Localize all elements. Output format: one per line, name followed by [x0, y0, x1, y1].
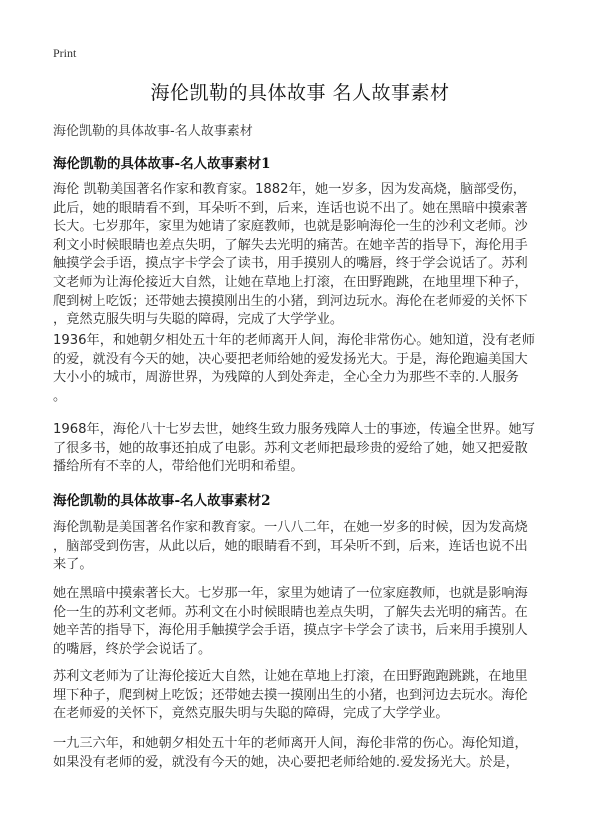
text-line: ，脑部受到伤害，从此以后，她的眼睛看不到，耳朵听不到，后来，连话也说不出 [53, 538, 528, 554]
text-line: 利文小时候眼睛也差点失明，了解失去光明的痛苦。在她辛苦的指导下，海伦用手 [53, 237, 528, 253]
text-line: 。 [53, 388, 67, 404]
text-line: ，竟然克服失明与失聪的障碍，完成了大学学业。 [53, 312, 344, 328]
section-1-paragraph-1 [53, 181, 553, 330]
text-line: 播给所有不幸的人，带给他们光明和希望。 [53, 459, 304, 475]
text-line: 如果没有老师的爱，就没有今天的她，决心要把老师给她的.爱发扬光大。於是， [53, 754, 519, 770]
section-2-heading: 海伦凯勒的具体故事-名人故事素材2 [53, 493, 271, 509]
text-line: 埋下种子，爬到树上吃饭；还带她去摸一摸刚出生的小猪，也到河边去玩水。海伦 [53, 687, 528, 703]
text-line: 文老师为让海伦接近大自然，让她在草地上打滚，在田野跑跳，在地里埋下种子， [53, 274, 528, 290]
text-line: 苏利文老师为了让海伦接近大自然，让她在草地上打滚，在田野跑跑跳跳，在地里 [53, 669, 528, 684]
text-line: 大小小的城市，周游世界，为残障的人到处奔走，全心全力为那些不幸的.人服务 [53, 370, 519, 386]
text-line: 长大。七岁那年，家里为她请了家庭教师，也就是影响海伦一生的沙利文老师。沙 [53, 219, 528, 235]
section-1-paragraph-3 [53, 421, 553, 477]
page-subtitle: 海伦凯勒的具体故事-名人故事素材 [53, 124, 253, 139]
text-line: 触摸学会手语，摸点字卡学会了读书，用手摸别人的嘴唇，终于学会说话了。苏利 [53, 256, 528, 272]
text-line: 来了。 [53, 557, 93, 573]
text-line: 海伦 凯勒美国著名作家和教育家。1882年，她一岁多，因为发高烧，脑部受伤， [53, 182, 526, 197]
text-line: 她在黑暗中摸索著长大。七岁那一年，家里为她请了一位家庭教师，也就是影响海 [53, 586, 528, 601]
section-2-paragraph-2 [53, 585, 553, 659]
section-1-heading: 海伦凯勒的具体故事-名人故事素材1 [53, 156, 271, 172]
text-line: 1968年，海伦八十七岁去世，她终生致力服务残障人士的事迹，传遍全世界。她写 [53, 422, 535, 437]
text-line: 了很多书，她的故事还拍成了电影。苏利文老师把最珍贵的爱给了她，她又把爱散 [53, 440, 528, 456]
section-1-paragraph-2 [53, 332, 553, 406]
page-title: 海伦凯勒的具体故事 名人故事素材 [150, 82, 450, 104]
section-2-paragraph-1 [53, 519, 553, 575]
text-line: 爬到树上吃饭；还带她去摸摸刚出生的小猪，到河边玩水。海伦在老师爱的关怀下 [53, 293, 528, 309]
text-line: 她辛苦的指导下，海伦用手触摸学会手语，摸点字卡学会了读书，后来用手摸别人 [53, 623, 528, 639]
text-line: 1936年，和她朝夕相处五十年的老师离开人间，海伦非常伤心。她知道，没有老师 [53, 333, 535, 348]
text-line: 在老师爱的关怀下，竟然克服失明与失聪的障碍，完成了大学学业。 [53, 706, 449, 722]
text-line: 的爱，就没有今天的她，决心要把老师给她的爱发扬光大。于是，海伦跑遍美国大 [53, 351, 528, 367]
section-2-paragraph-4 [53, 735, 553, 772]
text-line: 的嘴唇，终於学会说话了。 [53, 641, 212, 657]
print-label: Print [53, 46, 77, 60]
text-line: 海伦凯勒是美国著名作家和教育家。一八八二年，在她一岁多的时候，因为发高烧 [53, 520, 528, 535]
text-line: 一九三六年，和她朝夕相处五十年的老师离开人间，海伦非常的伤心。海伦知道， [53, 736, 528, 751]
section-2-paragraph-3 [53, 668, 553, 724]
text-line: 伦一生的苏利文老师。苏利文在小时候眼睛也差点失明，了解失去光明的痛苦。在 [53, 604, 528, 620]
text-line: 此后，她的眼睛看不到，耳朵听不到，后来，连话也说不出了。她在黑暗中摸索著 [53, 200, 528, 216]
